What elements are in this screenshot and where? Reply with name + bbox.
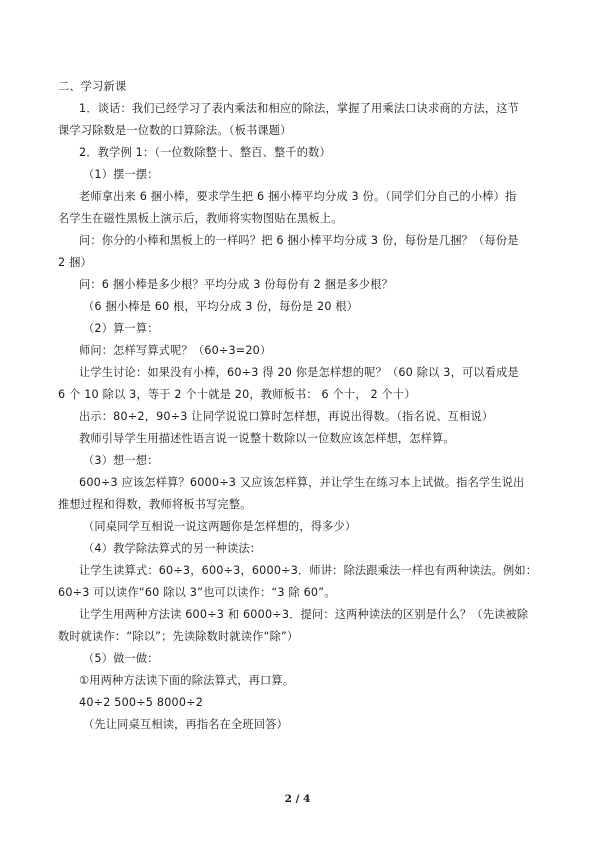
subheading: （4）教学除法算式的另一种读法： xyxy=(83,542,262,555)
paragraph-line: 600÷3 应该怎样算？6000÷3 又应该怎样算，并让学生在练习本上试做。指名学生说出 xyxy=(79,476,525,489)
section-heading: 二、学习新课 xyxy=(58,80,127,93)
paragraph-line: 师问：怎样写算式呢？（60÷3=20） xyxy=(79,344,272,357)
paragraph-line: 数时就读作：“除以”；先读除数时就读作“除”） xyxy=(58,630,299,643)
paragraph-line: 出示：80÷2，90÷3 让同学说说口算时怎样想，再说出得数。（指名说、互相说） xyxy=(79,410,494,423)
paragraph-line: 60÷3 可以读作“60 除以 3”也可以读作：“3 除 60”。 xyxy=(58,586,336,599)
paragraph-line: 问：你分的小棒和黑板上的一样吗？把 6 捆小棒平均分成 3 份，每份是几捆？（每份是 xyxy=(79,234,519,247)
paragraph-line: 1．谈话：我们已经学习了表内乘法和相应的除法，掌握了用乘法口诀求商的方法，这节 xyxy=(79,102,520,115)
subheading: 2．教学例 1：（一位数除整十、整百、整千的数） xyxy=(79,146,331,159)
paragraph-line: 让学生读算式：60÷3，600÷3，6000÷3．师讲：除法跟乘法一样也有两种读法。例如： xyxy=(79,564,538,577)
subheading: （1）摆一摆： xyxy=(83,168,159,181)
paragraph-line: （6 捆小棒是 60 根，平均分成 3 份，每份是 20 根） xyxy=(83,300,359,313)
paragraph-line: 让学生讨论：如果没有小棒，60÷3 得 20 你是怎样想的呢？（60 除以 3，可以看成是 xyxy=(79,366,519,379)
paragraph-line: 6 个 10 除以 3，等于 2 个十就是 20，教师板书： 6 个十， 2 个十） xyxy=(58,388,416,401)
paragraph-line: 2 捆） xyxy=(58,256,92,269)
paragraph-line: 让学生用两种方法读 600÷3 和 6000÷3．提问：这两种读法的区别是什么？（先读被除 xyxy=(79,608,529,621)
subheading: （5）做一做： xyxy=(83,652,159,665)
paragraph-line: （同桌同学互相说一说这两题你是怎样想的，得多少） xyxy=(83,520,357,533)
page-number: 2 / 4 xyxy=(284,793,311,805)
paragraph-line: （先让同桌互相读，再指名在全班回答） xyxy=(83,718,288,731)
paragraph-line: 推想过程和得数，教师将板书写完整。 xyxy=(58,498,252,511)
equation-line: 40÷2 500÷5 8000÷2 xyxy=(79,696,204,709)
subheading: （3）想一想： xyxy=(83,454,159,467)
paragraph-line: 名学生在磁性黑板上演示后，教师将实物图贴在黑板上。 xyxy=(58,212,343,225)
paragraph-line: 课学习除数是一位数的口算除法。（板书课题） xyxy=(58,124,292,137)
paragraph-line: 老师拿出来 6 捆小棒，要求学生把 6 捆小棒平均分成 3 份。（同学们分自己的小棒）指 xyxy=(79,190,517,203)
paragraph-line: 问：6 捆小棒是多少根？平均分成 3 份每份有 2 捆是多少根？ xyxy=(79,278,394,291)
subheading: （2）算一算： xyxy=(83,322,159,335)
paragraph-line: ①用两种方法读下面的除法算式，再口算。 xyxy=(79,674,295,687)
paragraph-line: 教师引导学生用描述性语言说一说整十数除以一位数应该怎样想，怎样算。 xyxy=(79,432,455,445)
